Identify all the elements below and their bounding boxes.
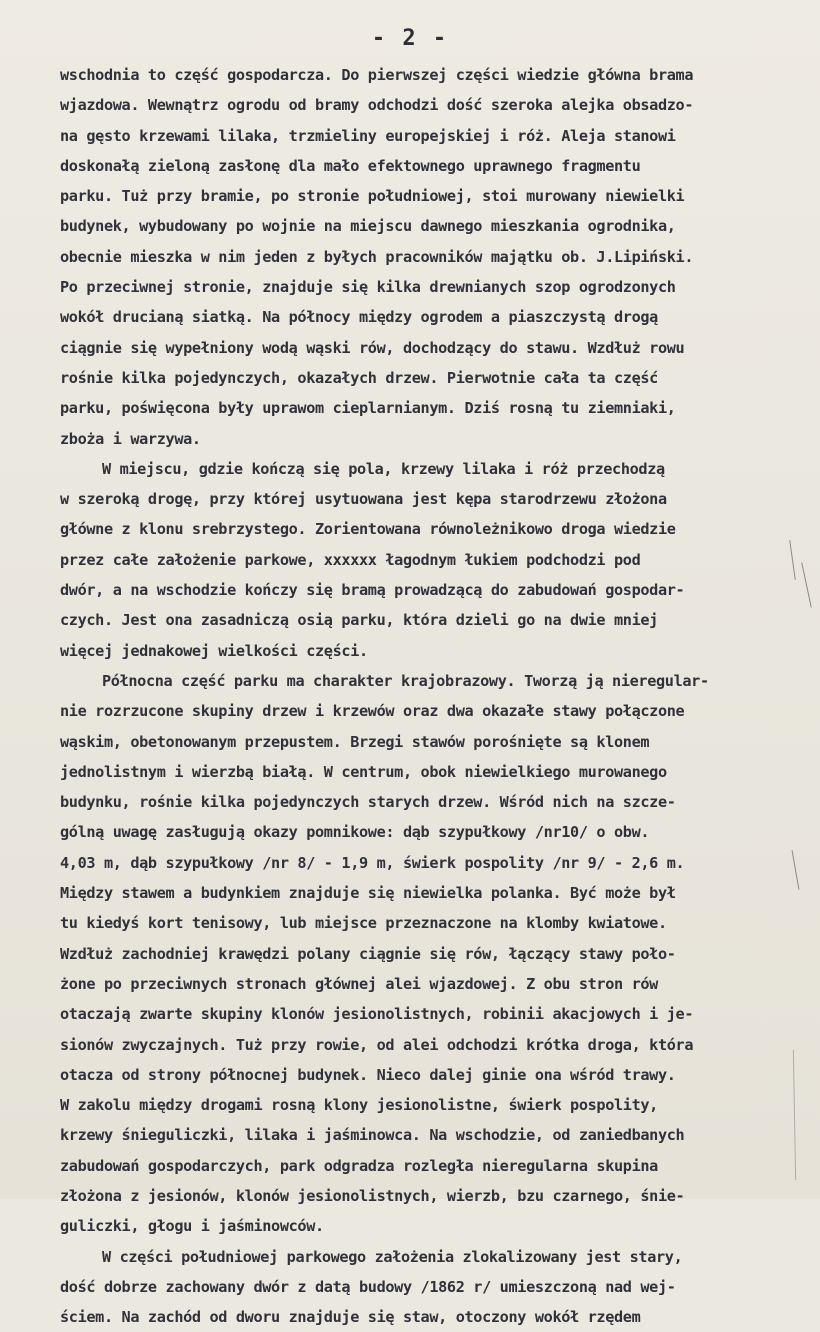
text-line: czych. Jest ona zasadniczą osią parku, która dzieli go na dwie mniej xyxy=(60,611,658,630)
text-line: Wzdłuż zachodniej krawędzi polany ciągnie się rów, łączący stawy poło- xyxy=(60,944,676,963)
text-line: otacza od strony północnej budynek. Nieco dalej ginie ona wśród trawy. xyxy=(60,1065,676,1084)
text-line: złożona z jesionów, klonów jesionolistnych, wierzb, bzu czarnego, śnie- xyxy=(60,1186,685,1205)
text-line: gólną uwagę zasługują okazy pomnikowe: dąb szypułkowy /nr10/ o obw. xyxy=(60,823,650,842)
document-text xyxy=(60,60,816,1332)
text-line: główne z klonu srebrzystego. Zorientowana równoleżnikowo droga wiedzie xyxy=(60,520,676,539)
text-line: żone po przeciwnych stronach głównej alei wjazdowej. Z obu stron rów xyxy=(60,974,658,993)
text-line: parku. Tuż przy bramie, po stronie południowej, stoi murowany niewielki xyxy=(60,187,685,206)
text-line: zabudowań gospodarczych, park odgradza rozległa nieregularna skupina xyxy=(60,1156,658,1175)
text-line: na gęsto krzewami lilaka, trzmieliny europejskiej i róż. Aleja stanowi xyxy=(60,126,676,145)
text-line: Północna część parku ma charakter krajobrazowy. Tworzą ją nieregular- xyxy=(102,671,709,690)
text-line: otaczają zwarte skupiny klonów jesionolistnych, robinii akacjowych i je- xyxy=(60,1005,694,1024)
text-line: budynek, wybudowany po wojnie na miejscu dawnego mieszkania ogrodnika, xyxy=(60,217,676,236)
text-line: dwór, a na wschodzie kończy się bramą prowadzącą do zabudowań gospodar- xyxy=(60,581,685,600)
text-line: obecnie mieszka w nim jeden z byłych pracowników majątku ob. J.Lipiński. xyxy=(60,247,694,266)
text-line: Między stawem a budynkiem znajduje się niewielka polanka. Być może był xyxy=(60,884,676,903)
text-line: W zakolu między drogami rosną klony jesionolistne, świerk pospolity, xyxy=(60,1096,658,1115)
text-line: dość dobrze zachowany dwór z datą budowy /1862 r/ umieszczoną nad wej- xyxy=(60,1277,676,1296)
text-line: wjazdowa. Wewnątrz ogrodu od bramy odchodzi dość szeroka alejka obsadzo- xyxy=(60,96,694,115)
text-line: w szeroką drogę, przy której usytuowana jest kępa starodrzewu złożona xyxy=(60,490,667,509)
text-line: jednolistnym i wierzbą białą. W centrum, obok niewielkiego murowanego xyxy=(60,762,667,781)
text-line: wokół drucianą siatką. Na północy między ogrodem a piaszczystą drogą xyxy=(60,308,658,327)
text-line: doskonałą zieloną zasłonę dla mało efektownego uprawnego fragmentu xyxy=(60,156,641,175)
page-number: - 2 - xyxy=(371,26,449,51)
text-line: wąskim, obetonowanym przepustem. Brzegi stawów porośnięte są klonem xyxy=(60,732,650,751)
text-line: budynku, rośnie kilka pojedynczych starych drzew. Wśród nich na szcze- xyxy=(60,793,676,812)
text-line: zboża i warzywa. xyxy=(60,429,201,448)
text-line: parku, poświęcona były uprawom cieplarnianym. Dziś rosną tu ziemniaki, xyxy=(60,399,676,418)
text-line: nie rozrzucone skupiny drzew i krzewów oraz dwa okazałe stawy połączone xyxy=(60,702,685,721)
text-line: Po przeciwnej stronie, znajduje się kilka drewnianych szop ogrodzonych xyxy=(60,278,676,297)
text-line: sionów zwyczajnych. Tuż przy rowie, od alei odchodzi krótka droga, która xyxy=(60,1035,694,1054)
text-line: wschodnia to część gospodarcza. Do pierwszej części wiedzie główna brama xyxy=(60,66,694,84)
text-line: tu kiedyś kort tenisowy, lub miejsce przeznaczone na klomby kwiatowe. xyxy=(60,914,667,933)
text-line: ciągnie się wypełniony wodą wąski rów, dochodzący do stawu. Wzdłuż rowu xyxy=(60,338,685,357)
text-line: przez całe założenie parkowe, xxxxxx łagodnym łukiem podchodzi pod xyxy=(60,550,641,569)
text-line: guliczki, głogu i jaśminowców. xyxy=(60,1217,324,1236)
text-line: rośnie kilka pojedynczych, okazałych drzew. Pierwotnie cała ta część xyxy=(60,368,658,387)
text-line: krzewy śnieguliczki, lilaka i jaśminowca. Na wschodzie, od zaniedbanych xyxy=(60,1126,685,1145)
text-line: więcej jednakowej wielkości części. xyxy=(60,641,368,660)
text-line: 4,03 m, dąb szypułkowy /nr 8/ - 1,9 m, świerk pospolity /nr 9/ - 2,6 m. xyxy=(60,853,685,872)
text-line: W części południowej parkowego założenia zlokalizowany jest stary, xyxy=(102,1247,683,1266)
text-line: ściem. Na zachód od dworu znajduje się staw, otoczony wokół rzędem xyxy=(60,1308,641,1327)
text-line: W miejscu, gdzie kończą się pola, krzewy lilaka i róż przechodzą xyxy=(102,459,665,478)
